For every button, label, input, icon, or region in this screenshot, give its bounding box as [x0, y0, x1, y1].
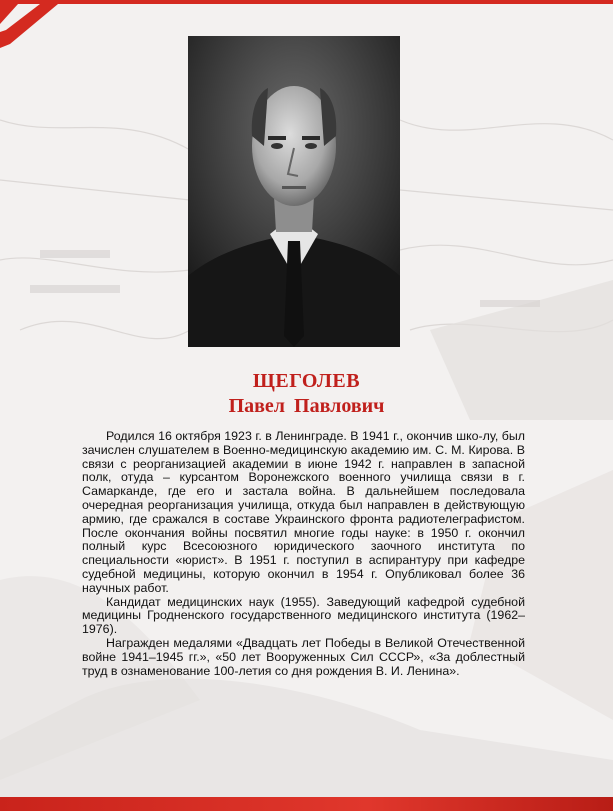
- person-name: Павел Павлович: [228, 395, 385, 417]
- biography-paragraph: Родился 16 октября 1923 г. в Ленинграде. В 1941 г., окончив шко-лу, был зачислен слушателем в Военно-медицинскую академию им. С. М. Кирова. В связи с реорганизацией академии в июне 1942 г. направлен в запасной полк, отуда – курсантом Воронежского военного училища связи в г. Самарканде, где его и застала война. В дальнейшем последовала очередная реорганизация училища, откуда был направлен в действующую армию, где сражался в составе Украинского фронта радиотелеграфистом. После окончания войны посвятил многие годы науке: в 1950 г. окончил полный курс Всесоюзного юридического заочного института по специальности «юрист». В 1951 г. поступил в аспирантуру при кафедре судебной медицины, которую окончил в 1954 г. Опубликовал более 36 научных работ.: [82, 429, 525, 595]
- corner-ribbon-icon: [0, 0, 70, 50]
- biography-text: [82, 430, 525, 678]
- person-surname: ЩЕГОЛЕВ: [252, 370, 361, 392]
- portrait-photo-icon: [188, 36, 400, 347]
- bottom-accent-bar: [0, 797, 613, 811]
- portrait-photo: [188, 36, 400, 347]
- biography-paragraph: Кандидат медицинских наук (1955). Заведующий кафедрой судебной медицины Гродненского государственного медицинского института (1962–1976).: [82, 594, 525, 637]
- top-accent-stripe: [0, 0, 613, 4]
- biography-paragraph: Награжден медалями «Двадцать лет Победы в Великой Отечественной войне 1941–1945 гг.», «50 лет Вооруженных Сил СССР», «За доблестный труд в ознаменование 100-летия со дня рождения В. И. Ленина».: [82, 635, 525, 678]
